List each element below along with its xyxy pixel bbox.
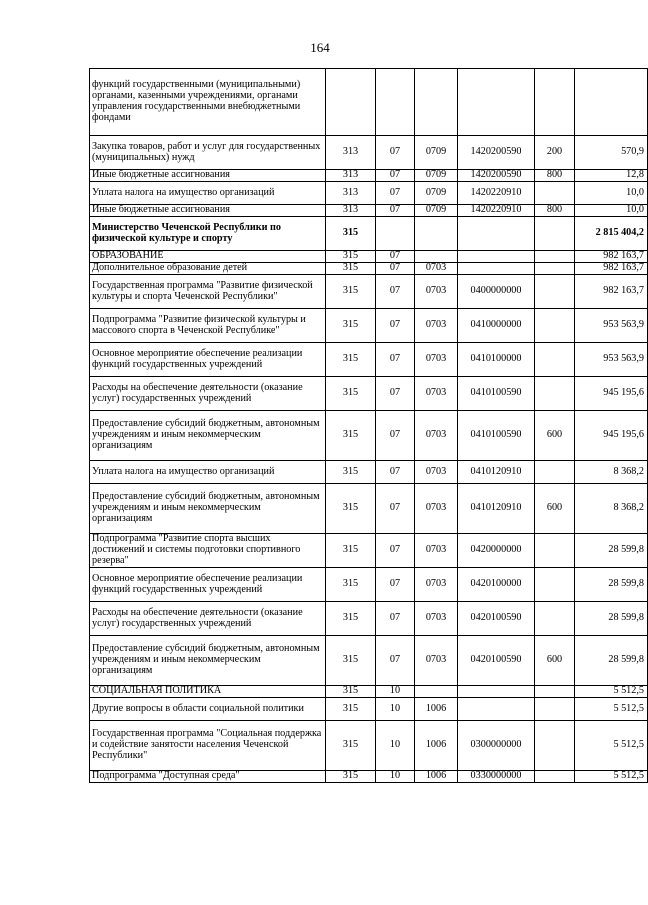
department-code-cell: 315 xyxy=(326,343,376,377)
department-code-cell: 313 xyxy=(326,182,376,205)
target-article-cell xyxy=(458,686,535,698)
expense-type-cell: 600 xyxy=(535,411,575,461)
amount-cell: 945 195,6 xyxy=(575,377,648,411)
department-code-cell: 315 xyxy=(326,377,376,411)
expense-type-cell xyxy=(535,721,575,771)
section-code-cell: 10 xyxy=(376,686,415,698)
page-number: 164 xyxy=(310,40,330,55)
department-code-cell: 313 xyxy=(326,170,376,182)
amount-cell: 570,9 xyxy=(575,136,648,170)
section-code-cell xyxy=(376,69,415,136)
section-code-cell: 07 xyxy=(376,377,415,411)
subsection-code-cell: 0709 xyxy=(415,182,458,205)
department-code-cell: 313 xyxy=(326,205,376,217)
budget-table xyxy=(89,68,648,783)
section-code-cell: 07 xyxy=(376,636,415,686)
section-code-cell: 07 xyxy=(376,534,415,568)
amount-cell: 982 163,7 xyxy=(575,275,648,309)
department-code-cell: 315 xyxy=(326,461,376,484)
section-code-cell: 07 xyxy=(376,461,415,484)
table-row xyxy=(90,721,648,771)
table-row xyxy=(90,636,648,686)
subsection-code-cell: 0703 xyxy=(415,343,458,377)
target-article-cell: 1420220910 xyxy=(458,182,535,205)
row-name-cell: функций государственными (муниципальными) органами, казенными учреждениями, органами управления государственными внебюджетными фондами xyxy=(90,69,326,136)
target-article-cell: 0410100590 xyxy=(458,377,535,411)
target-article-cell xyxy=(458,251,535,263)
table-row xyxy=(90,205,648,217)
department-code-cell: 315 xyxy=(326,484,376,534)
section-code-cell: 07 xyxy=(376,182,415,205)
amount-cell xyxy=(575,69,648,136)
subsection-code-cell xyxy=(415,69,458,136)
department-code-cell xyxy=(326,69,376,136)
expense-type-cell xyxy=(535,568,575,602)
subsection-code-cell: 0703 xyxy=(415,377,458,411)
section-code-cell: 10 xyxy=(376,698,415,721)
subsection-code-cell: 1006 xyxy=(415,721,458,771)
row-name-cell: Предоставление субсидий бюджетным, автономным учреждениям и иным некоммерческим организациям xyxy=(90,484,326,534)
target-article-cell xyxy=(458,263,535,275)
section-code-cell: 07 xyxy=(376,205,415,217)
amount-cell: 10,0 xyxy=(575,205,648,217)
table-row xyxy=(90,251,648,263)
target-article-cell: 0410100590 xyxy=(458,411,535,461)
target-article-cell: 0400000000 xyxy=(458,275,535,309)
amount-cell: 28 599,8 xyxy=(575,602,648,636)
table-row xyxy=(90,602,648,636)
table-row xyxy=(90,343,648,377)
row-name-cell: Основное мероприятие обеспечение реализации функций государственных учреждений xyxy=(90,568,326,602)
amount-cell: 8 368,2 xyxy=(575,461,648,484)
row-name-cell: Подпрограмма "Доступная среда" xyxy=(90,771,326,783)
department-code-cell: 315 xyxy=(326,686,376,698)
subsection-code-cell: 0703 xyxy=(415,263,458,275)
expense-type-cell xyxy=(535,182,575,205)
table-row xyxy=(90,461,648,484)
table-row xyxy=(90,182,648,205)
target-article-cell xyxy=(458,217,535,251)
section-code-cell: 07 xyxy=(376,136,415,170)
table-row xyxy=(90,568,648,602)
row-name-cell: Предоставление субсидий бюджетным, автономным учреждениям и иным некоммерческим организациям xyxy=(90,636,326,686)
expense-type-cell xyxy=(535,275,575,309)
amount-cell: 5 512,5 xyxy=(575,698,648,721)
subsection-code-cell xyxy=(415,686,458,698)
table-row xyxy=(90,136,648,170)
section-code-cell: 07 xyxy=(376,309,415,343)
expense-type-cell xyxy=(535,251,575,263)
amount-cell: 12,8 xyxy=(575,170,648,182)
section-code-cell xyxy=(376,217,415,251)
subsection-code-cell: 0703 xyxy=(415,309,458,343)
row-name-cell: Подпрограмма "Развитие физической культуры и массового спорта в Чеченской Республике" xyxy=(90,309,326,343)
section-code-cell: 07 xyxy=(376,484,415,534)
row-name-cell: Иные бюджетные ассигнования xyxy=(90,170,326,182)
amount-cell: 28 599,8 xyxy=(575,636,648,686)
expense-type-cell: 800 xyxy=(535,170,575,182)
department-code-cell: 315 xyxy=(326,568,376,602)
amount-cell: 5 512,5 xyxy=(575,771,648,783)
department-code-cell: 315 xyxy=(326,534,376,568)
row-name-cell: Подпрограмма "Развитие спорта высших достижений и системы подготовки спортивного резерва" xyxy=(90,534,326,568)
table-row xyxy=(90,217,648,251)
table-row xyxy=(90,411,648,461)
subsection-code-cell: 0703 xyxy=(415,636,458,686)
expense-type-cell xyxy=(535,309,575,343)
department-code-cell: 315 xyxy=(326,721,376,771)
table-row xyxy=(90,309,648,343)
amount-cell: 953 563,9 xyxy=(575,343,648,377)
section-code-cell: 07 xyxy=(376,568,415,602)
amount-cell: 10,0 xyxy=(575,182,648,205)
section-code-cell: 07 xyxy=(376,411,415,461)
amount-cell: 28 599,8 xyxy=(575,534,648,568)
row-name-cell: СОЦИАЛЬНАЯ ПОЛИТИКА xyxy=(90,686,326,698)
row-name-cell: Иные бюджетные ассигнования xyxy=(90,205,326,217)
row-name-cell: Расходы на обеспечение деятельности (оказание услуг) государственных учреждений xyxy=(90,377,326,411)
target-article-cell: 0330000000 xyxy=(458,771,535,783)
expense-type-cell xyxy=(535,377,575,411)
subsection-code-cell: 0703 xyxy=(415,461,458,484)
department-code-cell: 315 xyxy=(326,602,376,636)
target-article-cell: 0410000000 xyxy=(458,309,535,343)
target-article-cell: 0410120910 xyxy=(458,461,535,484)
target-article-cell: 1420200590 xyxy=(458,136,535,170)
department-code-cell: 315 xyxy=(326,411,376,461)
row-name-cell: ОБРАЗОВАНИЕ xyxy=(90,251,326,263)
department-code-cell: 315 xyxy=(326,217,376,251)
table-row xyxy=(90,275,648,309)
expense-type-cell xyxy=(535,343,575,377)
department-code-cell: 315 xyxy=(326,698,376,721)
target-article-cell xyxy=(458,69,535,136)
department-code-cell: 315 xyxy=(326,251,376,263)
amount-cell: 5 512,5 xyxy=(575,686,648,698)
department-code-cell: 313 xyxy=(326,136,376,170)
table-row xyxy=(90,771,648,783)
subsection-code-cell: 0709 xyxy=(415,205,458,217)
expense-type-cell xyxy=(535,771,575,783)
department-code-cell: 315 xyxy=(326,263,376,275)
table-row xyxy=(90,263,648,275)
section-code-cell: 07 xyxy=(376,602,415,636)
amount-cell: 945 195,6 xyxy=(575,411,648,461)
table-row xyxy=(90,484,648,534)
row-name-cell: Министерство Чеченской Республики по физической культуре и спорту xyxy=(90,217,326,251)
row-name-cell: Государственная программа "Социальная поддержка и содействие занятости населения Чеченской Республики" xyxy=(90,721,326,771)
section-code-cell: 07 xyxy=(376,170,415,182)
row-name-cell: Дополнительное образование детей xyxy=(90,263,326,275)
row-name-cell: Уплата налога на имущество организаций xyxy=(90,461,326,484)
target-article-cell: 0420100590 xyxy=(458,636,535,686)
row-name-cell: Расходы на обеспечение деятельности (оказание услуг) государственных учреждений xyxy=(90,602,326,636)
amount-cell: 8 368,2 xyxy=(575,484,648,534)
section-code-cell: 10 xyxy=(376,721,415,771)
subsection-code-cell: 0703 xyxy=(415,411,458,461)
row-name-cell: Предоставление субсидий бюджетным, автономным учреждениям и иным некоммерческим организациям xyxy=(90,411,326,461)
amount-cell: 982 163,7 xyxy=(575,251,648,263)
amount-cell: 953 563,9 xyxy=(575,309,648,343)
expense-type-cell: 800 xyxy=(535,205,575,217)
expense-type-cell: 200 xyxy=(535,136,575,170)
subsection-code-cell xyxy=(415,251,458,263)
expense-type-cell xyxy=(535,69,575,136)
expense-type-cell xyxy=(535,534,575,568)
subsection-code-cell xyxy=(415,217,458,251)
section-code-cell: 07 xyxy=(376,275,415,309)
target-article-cell xyxy=(458,698,535,721)
department-code-cell: 315 xyxy=(326,636,376,686)
row-name-cell: Закупка товаров, работ и услуг для государственных (муниципальных) нужд xyxy=(90,136,326,170)
department-code-cell: 315 xyxy=(326,771,376,783)
section-code-cell: 10 xyxy=(376,771,415,783)
subsection-code-cell: 0703 xyxy=(415,484,458,534)
table-row xyxy=(90,534,648,568)
subsection-code-cell: 0703 xyxy=(415,602,458,636)
section-code-cell: 07 xyxy=(376,343,415,377)
amount-cell: 2 815 404,2 xyxy=(575,217,648,251)
target-article-cell: 1420200590 xyxy=(458,170,535,182)
table-row xyxy=(90,170,648,182)
section-code-cell: 07 xyxy=(376,263,415,275)
target-article-cell: 0410100000 xyxy=(458,343,535,377)
subsection-code-cell: 0709 xyxy=(415,170,458,182)
expense-type-cell: 600 xyxy=(535,636,575,686)
row-name-cell: Государственная программа "Развитие физической культуры и спорта Чеченской Республики" xyxy=(90,275,326,309)
table-row xyxy=(90,698,648,721)
table-row xyxy=(90,377,648,411)
subsection-code-cell: 0703 xyxy=(415,568,458,602)
department-code-cell: 315 xyxy=(326,275,376,309)
expense-type-cell xyxy=(535,461,575,484)
subsection-code-cell: 0703 xyxy=(415,534,458,568)
target-article-cell: 0420000000 xyxy=(458,534,535,568)
table-row xyxy=(90,69,648,136)
row-name-cell: Уплата налога на имущество организаций xyxy=(90,182,326,205)
target-article-cell: 0420100590 xyxy=(458,602,535,636)
target-article-cell: 0410120910 xyxy=(458,484,535,534)
expense-type-cell xyxy=(535,217,575,251)
amount-cell: 28 599,8 xyxy=(575,568,648,602)
target-article-cell: 0420100000 xyxy=(458,568,535,602)
subsection-code-cell: 1006 xyxy=(415,771,458,783)
subsection-code-cell: 1006 xyxy=(415,698,458,721)
amount-cell: 982 163,7 xyxy=(575,263,648,275)
row-name-cell: Основное мероприятие обеспечение реализации функций государственных учреждений xyxy=(90,343,326,377)
subsection-code-cell: 0703 xyxy=(415,275,458,309)
budget-table-body xyxy=(90,69,648,783)
amount-cell: 5 512,5 xyxy=(575,721,648,771)
table-row xyxy=(90,686,648,698)
target-article-cell: 1420220910 xyxy=(458,205,535,217)
department-code-cell: 315 xyxy=(326,309,376,343)
expense-type-cell xyxy=(535,602,575,636)
expense-type-cell: 600 xyxy=(535,484,575,534)
section-code-cell: 07 xyxy=(376,251,415,263)
expense-type-cell xyxy=(535,686,575,698)
target-article-cell: 0300000000 xyxy=(458,721,535,771)
expense-type-cell xyxy=(535,698,575,721)
row-name-cell: Другие вопросы в области социальной политики xyxy=(90,698,326,721)
subsection-code-cell: 0709 xyxy=(415,136,458,170)
expense-type-cell xyxy=(535,263,575,275)
